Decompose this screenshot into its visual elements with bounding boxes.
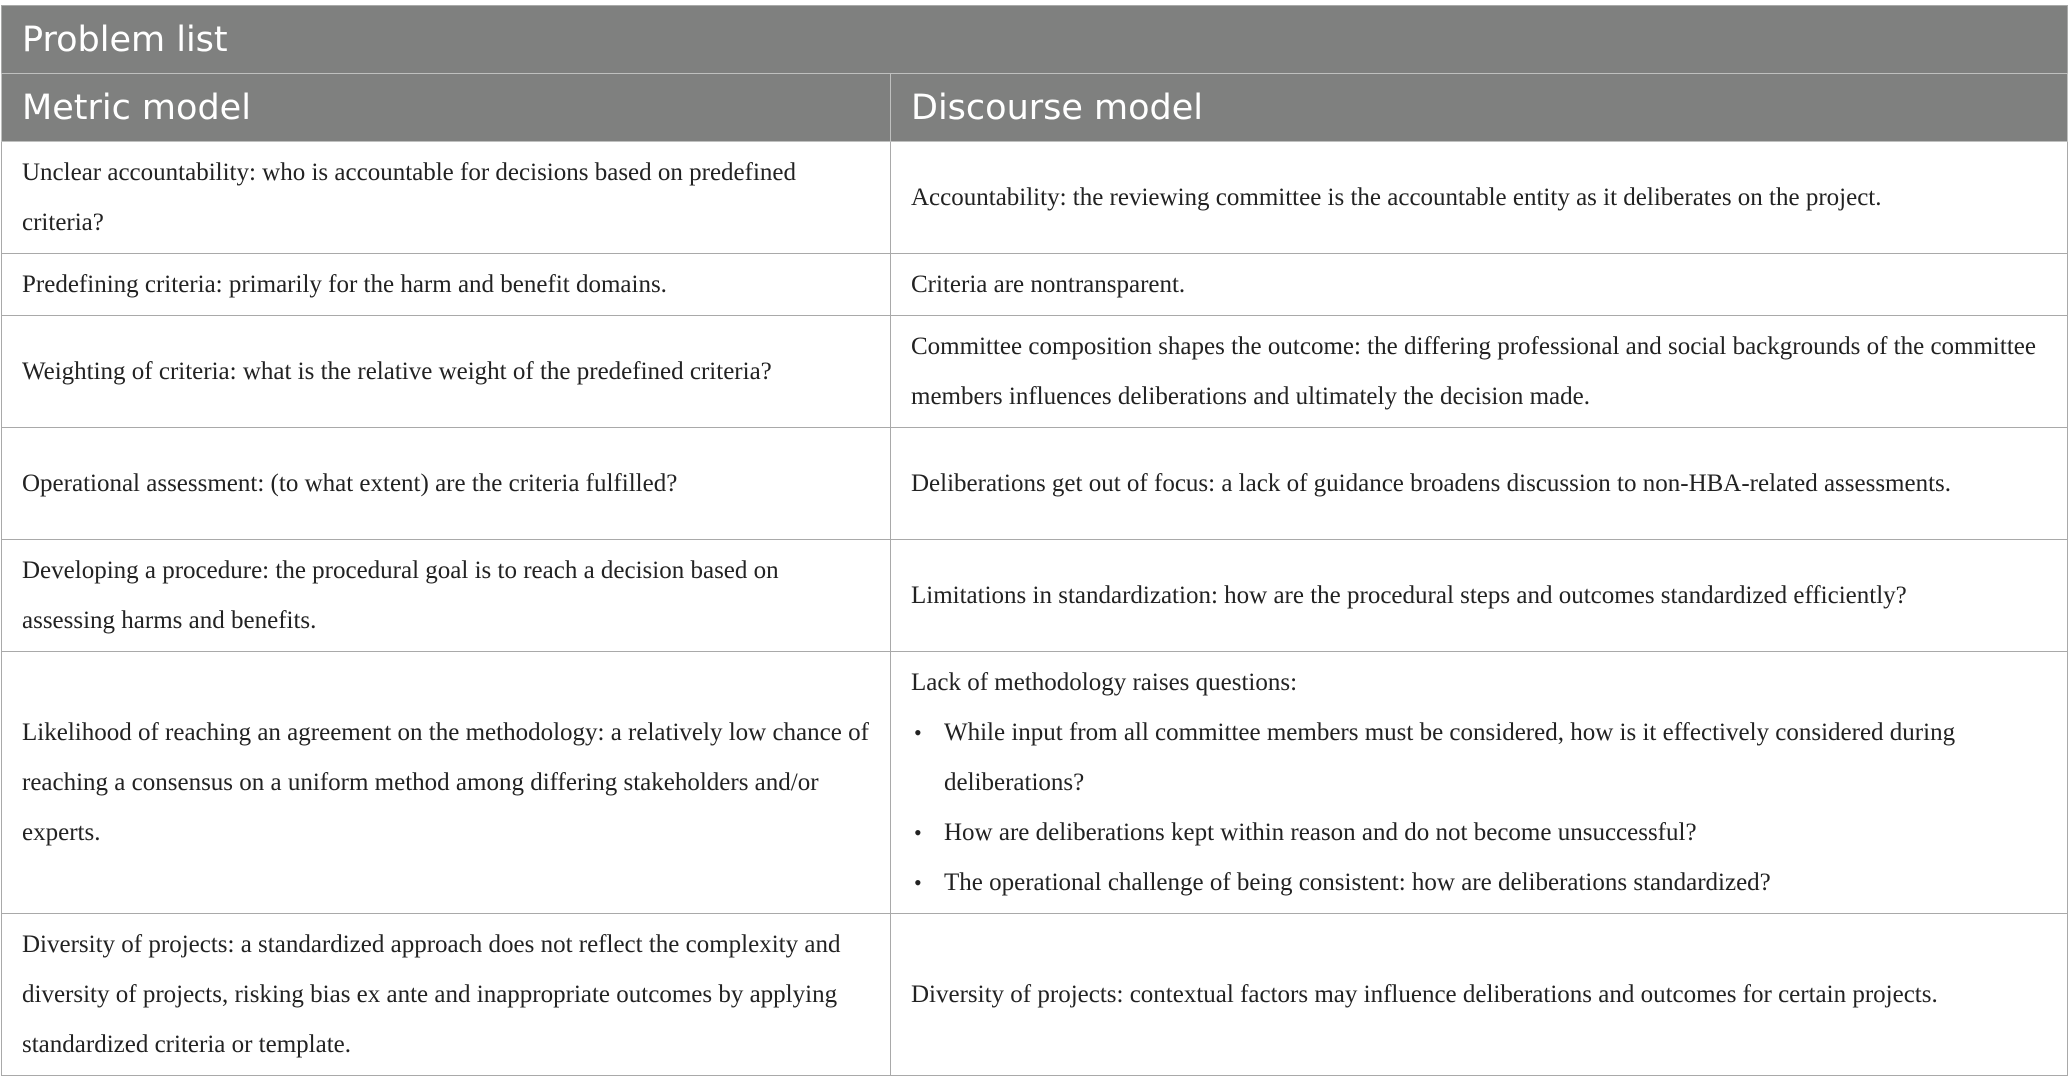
list-item-text: The operational challenge of being consistent: how are deliberations standardized?: [944, 868, 1771, 896]
discourse-cell: Diversity of projects: contextual factors may influence deliberations and outcomes for certain projects.: [891, 914, 2068, 1076]
list-item: [914, 858, 2047, 908]
table-header-row: [2, 74, 2068, 142]
table-row: [2, 914, 2068, 1076]
discourse-cell: Accountability: the reviewing committee is the accountable entity as it deliberates on the project.: [891, 142, 2068, 254]
metric-cell: Likelihood of reaching an agreement on the methodology: a relatively low chance of reaching a consensus on a uniform method among differing stakeholders and/or experts.: [2, 652, 891, 914]
bullet-icon: •: [914, 869, 922, 895]
metric-cell: Operational assessment: (to what extent) are the criteria fulfilled?: [2, 428, 891, 540]
discourse-lead-text: Lack of methodology raises questions:: [911, 668, 1298, 696]
bullet-icon: •: [914, 819, 922, 845]
list-item: [914, 808, 2047, 858]
table-row: [2, 142, 2068, 254]
metric-cell: Diversity of projects: a standardized approach does not reflect the complexity and diversity of projects, risking bias ex ante and inappropriate outcomes by applying standardized criteria or template.: [2, 914, 891, 1076]
discourse-cell: Limitations in standardization: how are the procedural steps and outcomes standardized efficiently?: [891, 540, 2068, 652]
table-title: Problem list: [2, 6, 2068, 74]
table-row: [2, 316, 2068, 428]
table-title-row: [2, 6, 2068, 74]
discourse-cell: [891, 652, 2068, 914]
metric-cell: Developing a procedure: the procedural goal is to reach a decision based on assessing harms and benefits.: [2, 540, 891, 652]
problem-list-table-container: [1, 5, 2067, 1076]
column-header-metric-model: Metric model: [2, 74, 891, 142]
column-header-discourse-model: Discourse model: [891, 74, 2068, 142]
problem-list-table: [1, 5, 2068, 1076]
discourse-bullet-list: [911, 708, 2047, 908]
discourse-cell: Criteria are nontransparent.: [891, 254, 2068, 316]
table-row: [2, 540, 2068, 652]
list-item-text: While input from all committee members must be considered, how is it effectively considered during deliberations?: [944, 718, 1956, 796]
table-row: [2, 254, 2068, 316]
bullet-icon: •: [914, 719, 922, 745]
discourse-cell: Committee composition shapes the outcome: the differing professional and social backgrounds of the committee members influences deliberations and ultimately the decision made.: [891, 316, 2068, 428]
metric-cell: Predefining criteria: primarily for the harm and benefit domains.: [2, 254, 891, 316]
metric-cell: Weighting of criteria: what is the relative weight of the predefined criteria?: [2, 316, 891, 428]
table-row: [2, 652, 2068, 914]
discourse-cell: Deliberations get out of focus: a lack of guidance broadens discussion to non-HBA-related assessments.: [891, 428, 2068, 540]
list-item-text: How are deliberations kept within reason and do not become unsuccessful?: [944, 818, 1697, 846]
metric-cell: Unclear accountability: who is accountable for decisions based on predefined criteria?: [2, 142, 891, 254]
list-item: [914, 708, 2047, 808]
table-row: [2, 428, 2068, 540]
